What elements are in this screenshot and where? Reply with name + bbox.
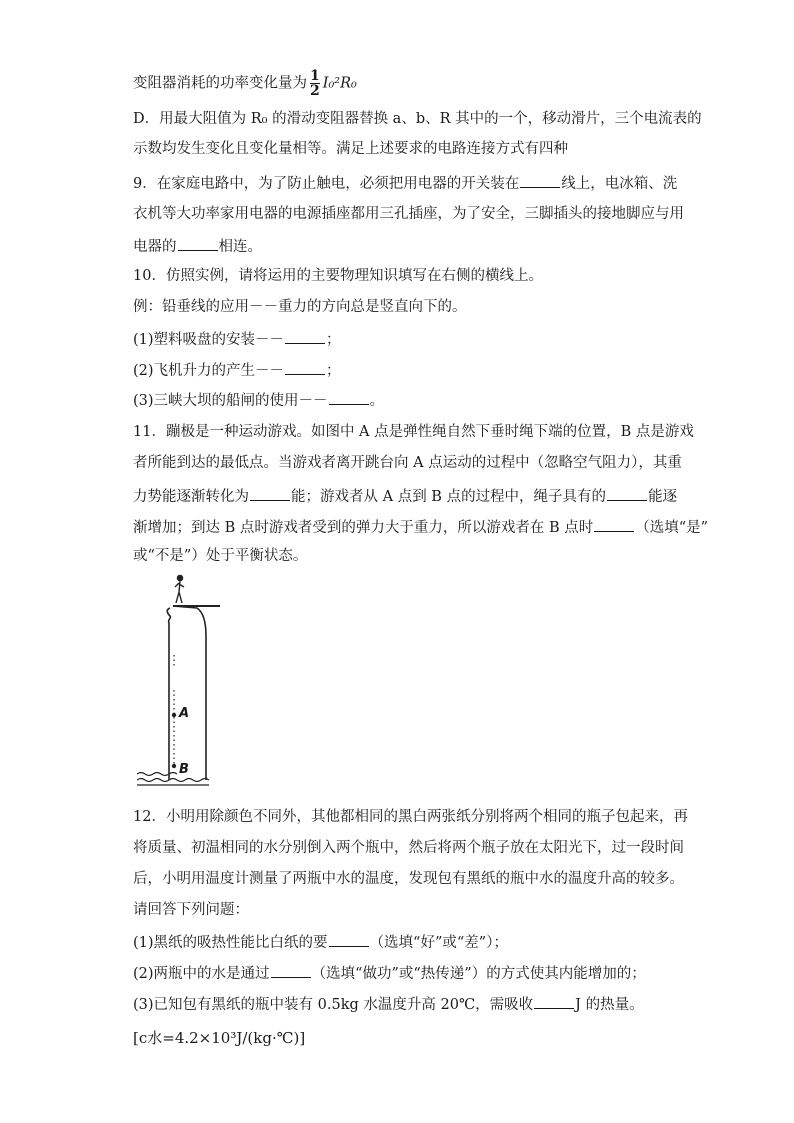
fraction xyxy=(310,70,320,97)
q10-text: (3)三峡大坝的船闸的使用－－ xyxy=(133,393,328,409)
q10-example: 例：铅垂线的应用－－重力的方向总是竖直向下的。 xyxy=(133,299,467,315)
q11-line-4 xyxy=(133,516,708,538)
answer-blank[interactable] xyxy=(250,485,290,501)
q8-text: 变阻器消耗的功率变化量为 xyxy=(133,75,307,92)
q10-text: 。 xyxy=(369,393,385,409)
q8-line-1 xyxy=(133,70,357,97)
answer-blank[interactable] xyxy=(329,389,369,405)
q12-item-2 xyxy=(133,962,646,984)
q10-text: (2)飞机升力的产生－－ xyxy=(133,363,285,379)
jumper-icon xyxy=(175,575,184,603)
q12-text: (1)黑纸的吸热性能比白纸的要 xyxy=(133,935,328,951)
q11-line-2: 者所能到达的最低点。当游戏者离开跳台向 A 点运动的过程中（忽略空气阻力），其重 xyxy=(133,455,682,471)
q12-text: （选填“好”或“差”）； xyxy=(369,935,508,951)
q10-text: ； xyxy=(326,363,341,379)
water xyxy=(137,773,177,776)
water xyxy=(137,779,209,782)
q10-item-2 xyxy=(133,359,341,381)
q10-line-1: 10．仿照实例，请将运用的主要物理知识填写在右侧的横线上。 xyxy=(133,268,543,284)
q9-text: 线上，电冰箱、洗 xyxy=(561,176,678,192)
answer-blank[interactable] xyxy=(271,962,311,978)
q12-item-1 xyxy=(133,931,508,953)
q12-text: J 的热量。 xyxy=(575,997,644,1013)
q11-text: 力势能逐渐转化为 xyxy=(133,489,249,505)
q12-text: (2)两瓶中的水是通过 xyxy=(133,966,270,982)
q12-line-3: 后，小明用温度计测量了两瓶中水的温度，发现包有黑纸的瓶中水的温度升高的较多。 xyxy=(133,871,684,887)
answer-blank[interactable] xyxy=(607,485,647,501)
q9-line-2: 衣机等大功率家用电器的电源插座都用三孔插座，为了安全，三脚插头的接地脚应与用 xyxy=(133,206,684,222)
point-a xyxy=(172,713,176,717)
answer-blank[interactable] xyxy=(178,235,218,251)
cliff-right xyxy=(173,606,206,780)
q12-text: (3)已知包有黑纸的瓶中装有 0.5kg 水温度升高 20℃，需吸收 xyxy=(133,997,534,1013)
q10-item-3 xyxy=(133,389,384,411)
q12-text: （选填“做功”或“热传递”）的方式使其内能增加的； xyxy=(311,966,646,982)
q10-text: ； xyxy=(326,332,341,348)
q9-text: 相连。 xyxy=(218,239,262,255)
q11-line-3 xyxy=(133,485,677,507)
answer-blank[interactable] xyxy=(285,328,325,344)
fraction-numerator: 1 xyxy=(310,68,320,84)
q11-text: 能逐 xyxy=(648,489,678,505)
answer-blank[interactable] xyxy=(594,516,634,532)
q12-line-1: 12．小明用除颜色不同外，其他都相同的黑白两张纸分别将两个相同的瓶子包起来，再 xyxy=(133,809,688,825)
answer-blank[interactable] xyxy=(329,931,369,947)
q9-line-1 xyxy=(133,172,677,194)
q11-line-5: 或“不是”）处于平衡状态。 xyxy=(133,548,308,564)
label-b: B xyxy=(179,762,189,777)
q11-text: 能；游戏者从 A 点到 B 点的过程中，绳子具有的 xyxy=(291,489,607,505)
answer-blank[interactable] xyxy=(534,993,574,1009)
q11-text: （选填“是” xyxy=(635,520,709,536)
bungee-diagram xyxy=(137,570,227,792)
bungee-figure xyxy=(137,570,227,792)
q9-text: 电器的 xyxy=(133,239,177,255)
answer-blank[interactable] xyxy=(520,172,560,188)
q11-text: 渐增加；到达 B 点时游戏者受到的弹力大于重力，所以游戏者在 B 点时 xyxy=(133,520,594,536)
q11-line-1: 11．蹦极是一种运动游戏。如图中 A 点是弹性绳自然下垂时绳下端的位置，B 点是游戏 xyxy=(133,424,694,440)
q9-line-3 xyxy=(133,235,262,257)
cliff-left xyxy=(167,608,170,780)
fraction-denominator: 2 xyxy=(310,83,320,99)
q12-line-4: 请回答下列问题： xyxy=(133,902,249,918)
q8-formula: I₀²R₀ xyxy=(322,75,357,92)
label-a: A xyxy=(179,706,190,721)
answer-blank[interactable] xyxy=(285,359,325,375)
q12-item-3 xyxy=(133,993,644,1015)
q12-line-2: 将质量、初温相同的水分别倒入两个瓶中，然后将两个瓶子放在太阳光下，过一段时间 xyxy=(133,840,684,856)
q9-text: 9．在家庭电路中，为了防止触电，必须把用电器的开关装在 xyxy=(133,176,520,192)
q10-item-1 xyxy=(133,328,341,350)
q10-text: (1)塑料吸盘的安装－－ xyxy=(133,332,285,348)
q8-option-d-line-2: 示数均发生变化且变化量相等。满足上述要求的电路连接方式有四种 xyxy=(133,141,568,157)
point-b xyxy=(172,764,176,768)
q8-option-d-line-1: D．用最大阻值为 R₀ 的滑动变阻器替换 a、b、R 其中的一个，移动滑片，三个电流表的 xyxy=(133,111,702,127)
specific-heat-formula: [c水=4.2×10³J/(kg·℃)] xyxy=(133,1029,306,1047)
